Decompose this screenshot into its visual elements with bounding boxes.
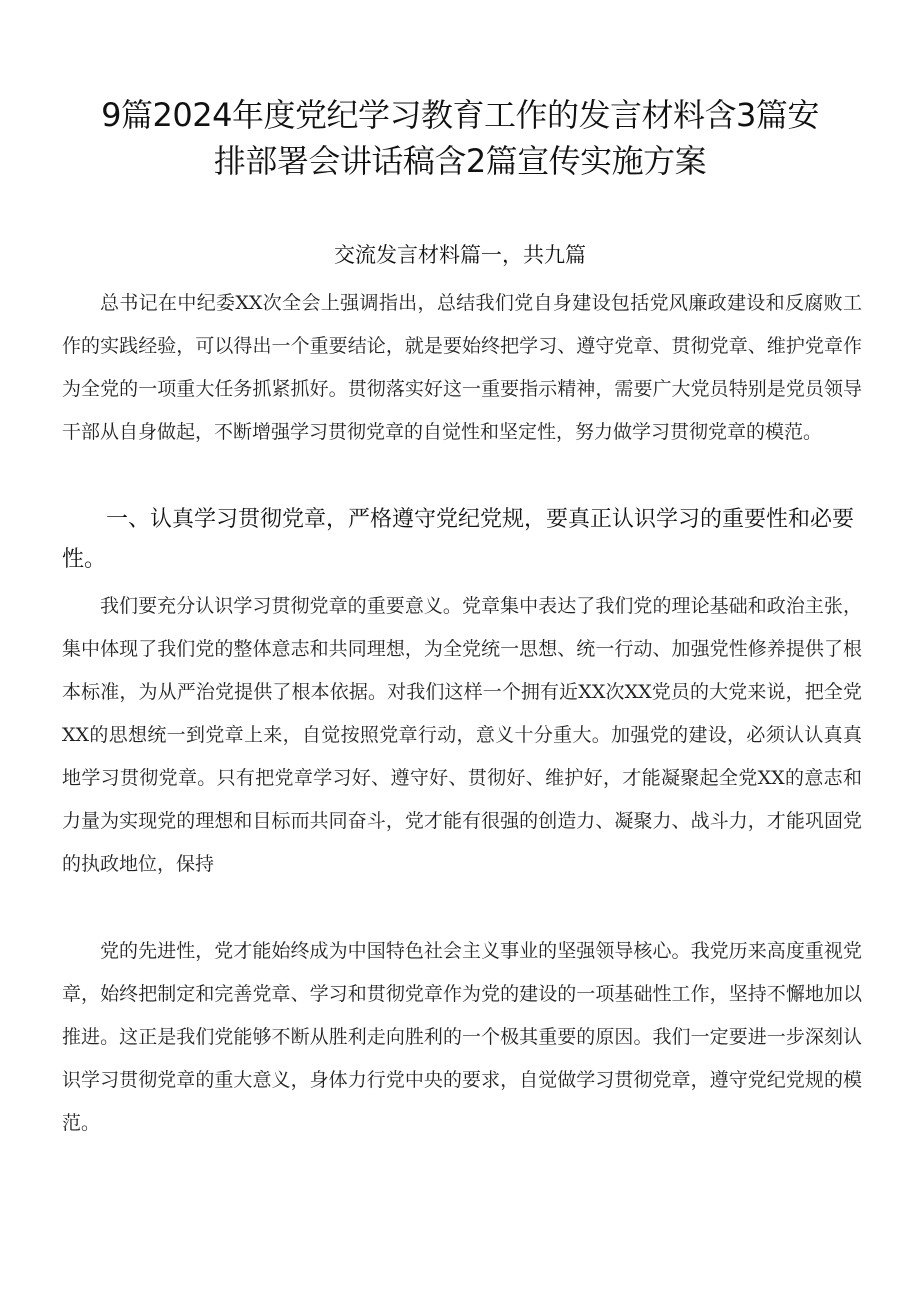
title-line-1: 9篇2024年度党纪学习教育工作的发言材料含3篇安 — [101, 96, 819, 134]
paragraph-2: 我们要充分认识学习贯彻党章的重要意义。党章集中表达了我们党的理论基础和政治主张，集中体现了我们党的整体意志和共同理想，为全党统一思想、统一行动、加强党性修养提供了根本标准，为从严治党提供了根本依据。对我们这样一个拥有近XX次XX党员的大党来说，把全党XX的思想统一到党章上来，自觉按照党章行动，意义十分重大。加强党的建设，必须认认真真地学习贯彻党章。只有把党章学习好、遵守好、贯彻好、维护好，才能凝聚起全党XX的意志和力量为实现党的理想和目标而共同奋斗，党才能有很强的创造力、凝聚力、战斗力，才能巩固党的执政地位，保持 — [62, 595, 862, 875]
section-subtitle: 交流发言材料篇一，共九篇 — [334, 243, 586, 267]
section-heading-1: 一、认真学习贯彻党章，严格遵守党纪党规，要真正认识学习的重要性和必要性。 — [62, 507, 855, 572]
paragraph-3: 党的先进性，党才能始终成为中国特色社会主义事业的坚强领导核心。我党历来高度重视党章，始终把制定和完善党章、学习和贯彻党章作为党的建设的一项基础性工作，坚持不懈地加以推进。这正是我们党能够不断从胜利走向胜利的一个极其重要的原因。我们一定要进一步深刻认识学习贯彻党章的重大意义，身体力行党中央的要求，自觉做学习贯彻党章，遵守党纪党规的模范。 — [62, 940, 862, 1134]
title-line-2: 排部署会讲话稿含2篇宣传实施方案 — [213, 142, 707, 180]
document-title — [60, 92, 860, 184]
paragraph-1: 总书记在中纪委XX次全会上强调指出，总结我们党自身建设包括党风廉政建设和反腐败工作的实践经验，可以得出一个重要结论，就是要始终把学习、遵守党章、贯彻党章、维护党章作为全党的一项重大任务抓紧抓好。贯彻落实好这一重要指示精神，需要广大党员特别是党员领导干部从自身做起，不断增强学习贯彻党章的自觉性和坚定性，努力做学习贯彻党章的模范。 — [62, 292, 862, 443]
